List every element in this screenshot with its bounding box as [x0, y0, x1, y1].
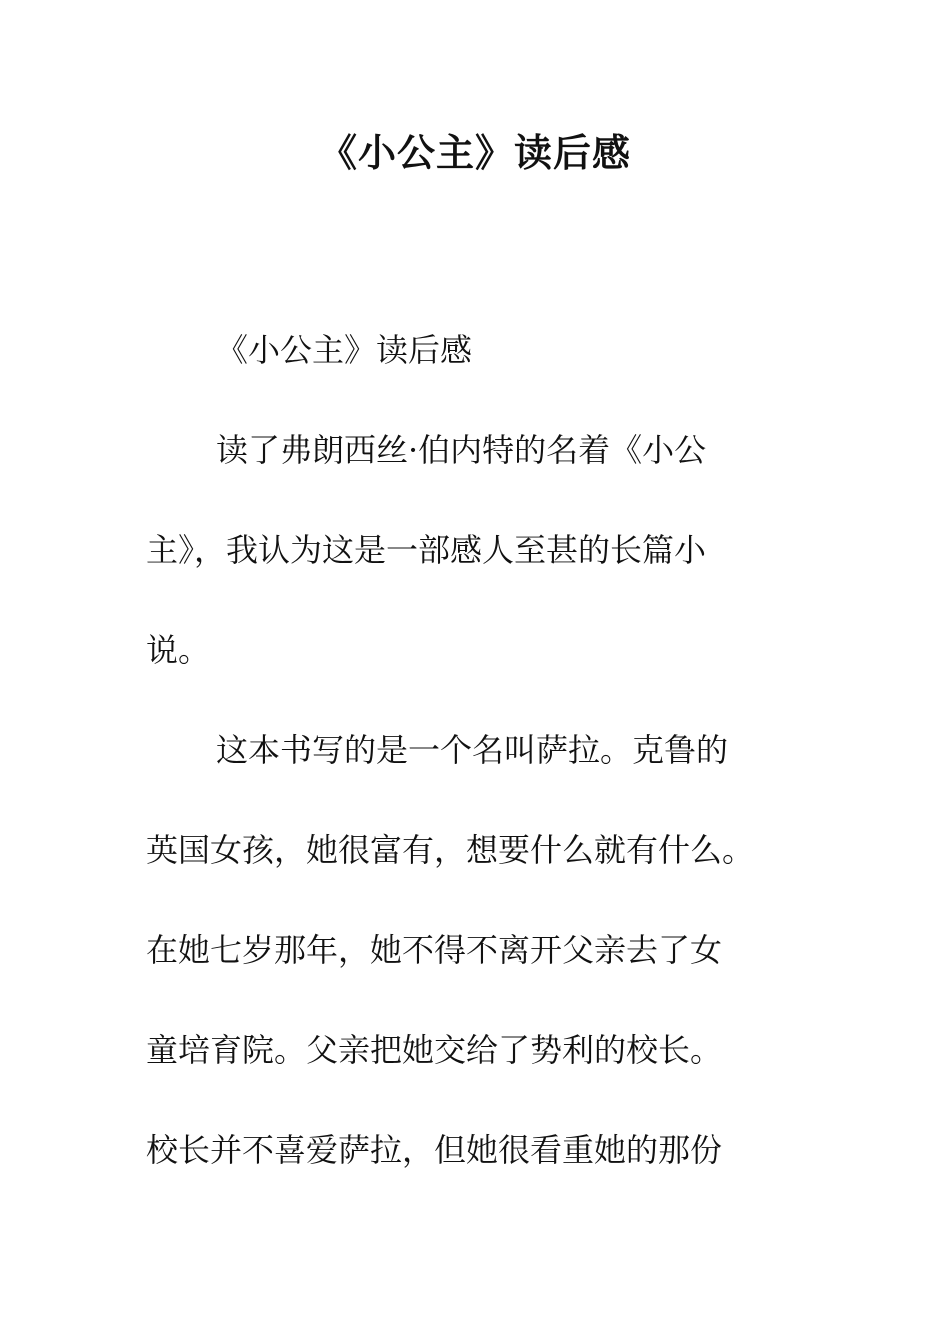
- body-line: 《小公主》读后感: [216, 331, 473, 369]
- body-line: 童培育院。父亲把她交给了势利的校长。: [146, 1031, 723, 1069]
- document-title: 《小公主》读后感: [318, 130, 631, 175]
- body-line: 校长并不喜爱萨拉，但她很看重她的那份: [146, 1131, 723, 1169]
- body-line: 说。: [146, 631, 211, 669]
- body-line: 这本书写的是一个名叫萨拉。克鲁的: [216, 731, 729, 769]
- body-line: 主》，我认为这是一部感人至甚的长篇小: [146, 531, 707, 569]
- body-line: 在她七岁那年，她不得不离开父亲去了女: [146, 931, 723, 969]
- document-body: [146, 300, 806, 1200]
- body-line: 英国女孩，她很富有，想要什么就有什么。: [146, 831, 755, 869]
- body-line: 读了弗朗西丝·伯内特的名着《小公: [216, 431, 707, 469]
